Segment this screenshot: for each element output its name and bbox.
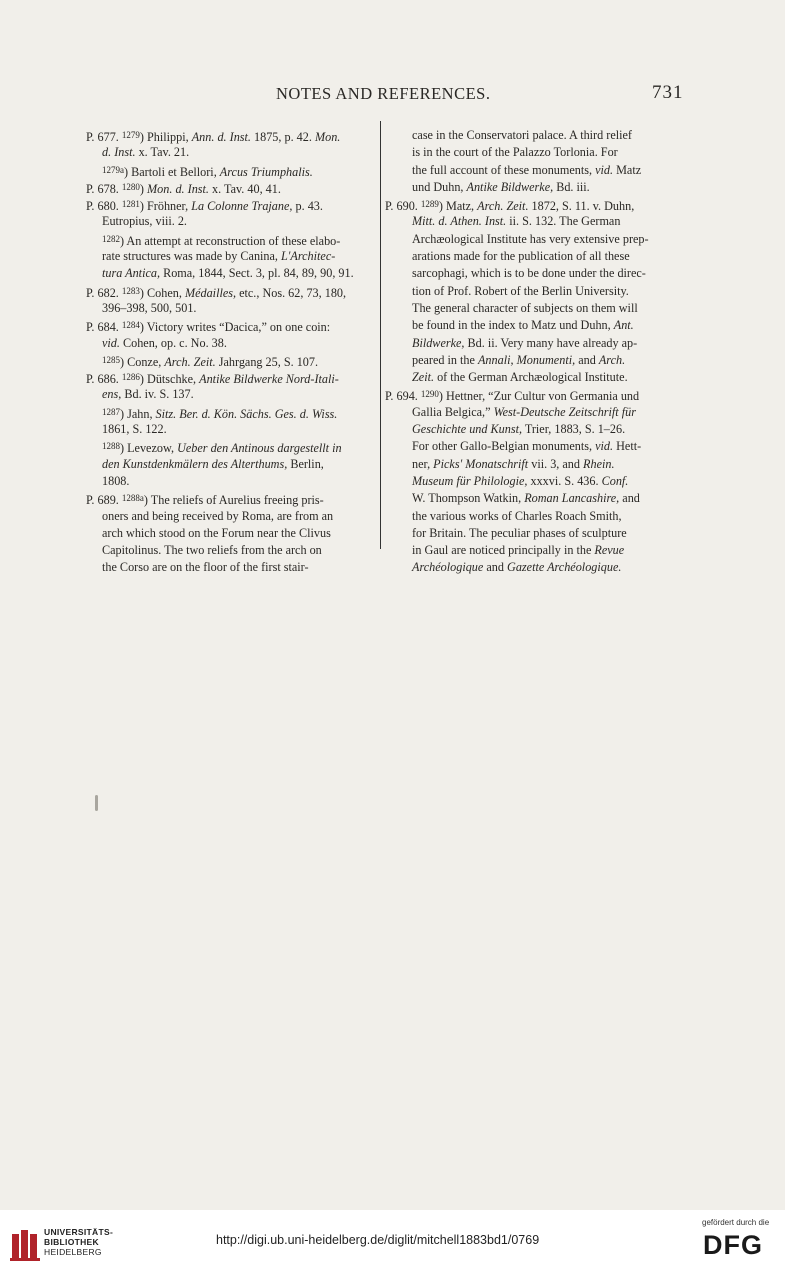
text-line: Gallia Belgica,” West-Deutsche Zeitschrift für: [412, 404, 636, 419]
dfg-logo: DFG: [703, 1230, 763, 1260]
text-line: oners and being received by Roma, are from an: [102, 508, 334, 523]
text-line: Archæological Institute has very extensive prep-: [412, 231, 649, 246]
text-line: und Duhn, Antike Bildwerke, Bd. iii.: [412, 179, 590, 194]
text-line: $^{1282}$) An attempt at reconstruction of these elabo-: [102, 233, 341, 248]
running-header: [0, 84, 785, 106]
text-line: 1861, S. 122.: [102, 422, 167, 437]
text-line: The general character of subjects on them will: [412, 300, 638, 315]
right-column: [385, 127, 687, 577]
library-name-line: HEIDELBERG: [44, 1247, 102, 1257]
text-line: den Kunstdenkmälern des Alterthums, Berlin,: [102, 456, 324, 471]
university-library-logo-icon: [10, 1228, 40, 1262]
text-line: P. 678. $^{1280}$) Mon. d. Inst. x. Tav. 40, 41.: [86, 181, 281, 196]
text-line: ens, Bd. iv. S. 137.: [102, 387, 194, 402]
text-line: $^{1287}$) Jahn, Sitz. Ber. d. Kön. Sächs. Ges. d. Wiss.: [102, 406, 338, 421]
text-line: for Britain. The peculiar phases of sculpture: [412, 525, 627, 540]
text-line: in Gaul are noticed principally in the Revue: [412, 543, 625, 558]
text-line: peared in the Annali, Monumenti, and Arch.: [412, 352, 626, 367]
text-line: Museum für Philologie, xxxvi. S. 436. Conf.: [412, 473, 629, 488]
text-line: the full account of these monuments, vid. Matz: [412, 162, 642, 177]
text-line: tura Antica, Roma, 1844, Sect. 3, pl. 84, 89, 90, 91.: [102, 266, 354, 281]
text-line: sarcophagi, which is to be done under the direc-: [412, 266, 646, 281]
library-name-line: UNIVERSITÄTS-: [44, 1227, 114, 1237]
text-line: 1808.: [102, 473, 130, 488]
text-line: P. 677. $^{1279}$) Philippi, Ann. d. Inst. 1875, p. 42. Mon.: [86, 130, 341, 144]
text-line: Geschichte und Kunst, Trier, 1883, S. 1–26.: [412, 422, 626, 437]
library-name: [44, 1227, 113, 1257]
text-line: arations made for the publication of all these: [412, 249, 630, 264]
text-line: ner, Picks' Monatschrift vii. 3, and Rhein.: [412, 456, 615, 471]
left-column: [86, 127, 376, 577]
running-title: NOTES AND REFERENCES.: [276, 84, 491, 103]
text-line: $^{1288}$) Levezow, Ueber den Antinous dargestellt in: [102, 441, 342, 456]
text-line: tion of Prof. Robert of the Berlin University.: [412, 283, 629, 298]
text-line: P. 694. $^{1290}$) Hettner, “Zur Cultur von Germania und: [385, 389, 640, 404]
text-line: the Corso are on the floor of the first stair-: [102, 560, 309, 575]
page-number: 731: [652, 82, 684, 103]
column-divider: [380, 121, 381, 549]
text-line: P. 684. $^{1284}$) Victory writes “Dacica,” on one coin:: [86, 320, 331, 335]
text-line: be found in the index to Matz und Duhn, Ant.: [412, 318, 634, 333]
text-line: the various works of Charles Roach Smith,: [412, 508, 622, 523]
text-line: P. 682. $^{1283}$) Cohen, Médailles, etc., Nos. 62, 73, 180,: [86, 285, 347, 300]
permalink-url[interactable]: http://digi.ub.uni-heidelberg.de/diglit/mitchell1883bd1/0769: [216, 1233, 540, 1247]
text-line: P. 686. $^{1286}$) Dütschke, Antike Bildwerke Nord-Itali-: [86, 372, 339, 387]
text-line: $^{1279a}$) Bartoli et Bellori, Arcus Triumphalis.: [102, 164, 313, 179]
text-line: For other Gallo-Belgian monuments, vid. Hett-: [412, 439, 642, 454]
text-line: Eutropius, viii. 2.: [102, 214, 187, 229]
text-line: Archéologique and Gazette Archéologique.: [412, 560, 622, 575]
text-line: Zeit. of the German Archæological Institute.: [412, 370, 628, 385]
text-line: Capitolinus. The two reliefs from the arch on: [102, 543, 322, 558]
funding-caption: gefördert durch die: [702, 1218, 770, 1227]
text-line: 396–398, 500, 501.: [102, 300, 197, 315]
text-line: Mitt. d. Athen. Inst. ii. S. 132. The German: [412, 214, 621, 229]
text-line: d. Inst. x. Tav. 21.: [102, 145, 190, 160]
library-name-line: BIBLIOTHEK: [44, 1237, 99, 1247]
text-line: P. 690. $^{1289}$) Matz, Arch. Zeit. 1872, S. 11. v. Duhn,: [385, 199, 635, 214]
text-line: P. 689. $^{1288a}$) The reliefs of Aurelius freeing pris-: [86, 493, 324, 508]
text-line: rate structures was made by Canina, L'Architec-: [102, 249, 336, 264]
text-line: case in the Conservatori palace. A third relief: [412, 128, 632, 142]
page-blemish: [95, 795, 98, 811]
text-line: $^{1285}$) Conze, Arch. Zeit. Jahrgang 25, S. 107.: [102, 354, 319, 369]
text-line: is in the court of the Palazzo Torlonia. For: [412, 145, 618, 160]
text-line: W. Thompson Watkin, Roman Lancashire, and: [412, 491, 640, 506]
text-line: Bildwerke, Bd. ii. Very many have already ap-: [412, 335, 638, 350]
text-line: arch which stood on the Forum near the Clivus: [102, 525, 331, 540]
text-line: P. 680. $^{1281}$) Fröhner, La Colonne Trajane, p. 43.: [86, 199, 323, 214]
footer-bar: [0, 1210, 785, 1266]
text-line: vid. Cohen, op. c. No. 38.: [102, 335, 227, 350]
